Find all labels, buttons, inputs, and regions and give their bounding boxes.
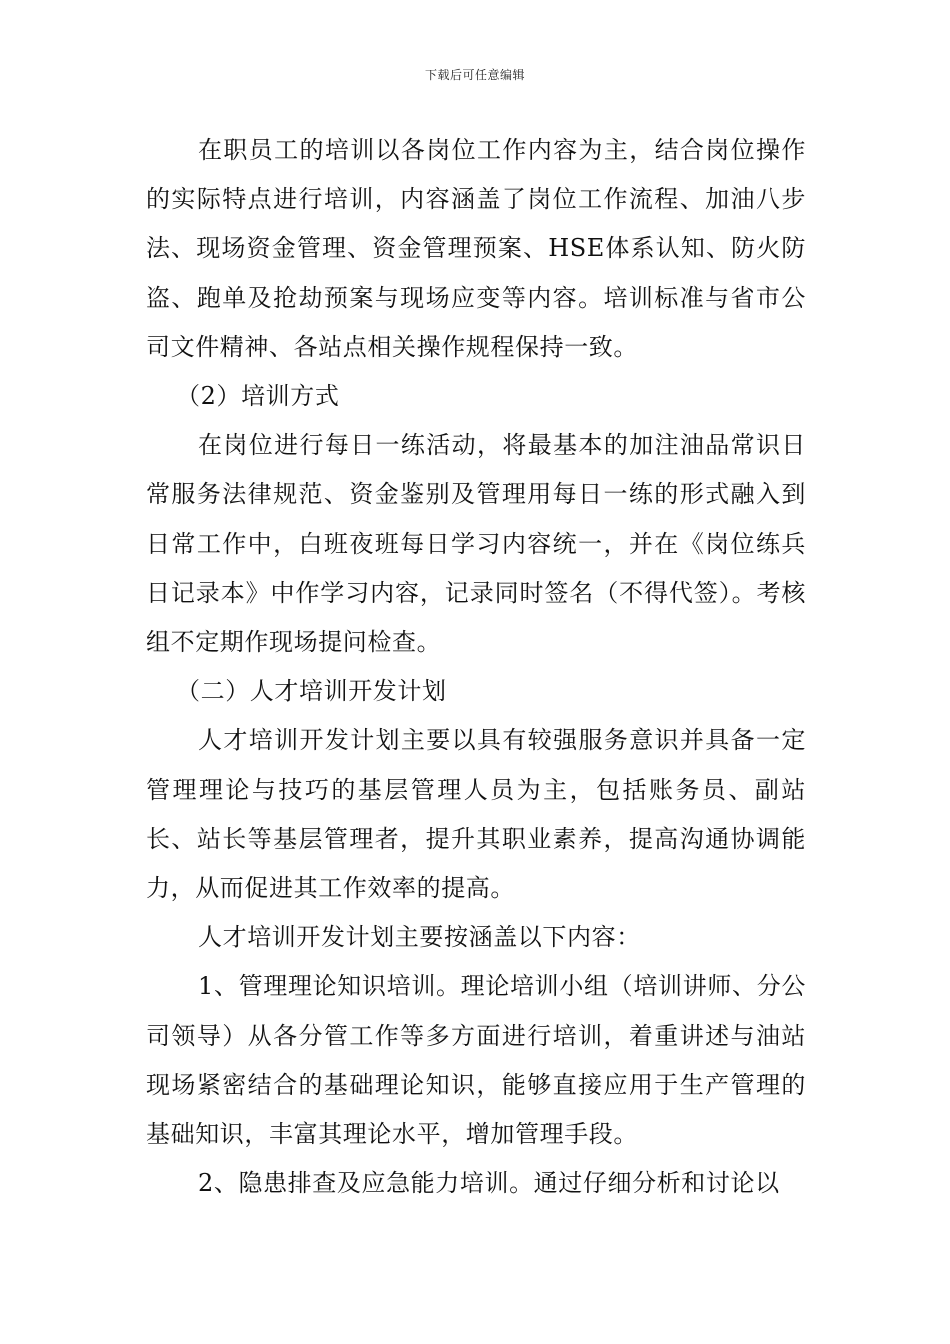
heading-talent-development-plan: （二）人才培训开发计划 (176, 677, 447, 706)
paragraph-training-method: 在岗位进行每日一练活动，将最基本的加注油品常识日常服务法律规范、资金鉴别及管理用每日一练的形式融入到日常工作中，白班夜班每日学习内容统一，并在《岗位练兵日记录本》中作学习内容，记录同时签名（不得代签）。考核组不定期作现场提问检查。 (146, 431, 806, 657)
paragraph-talent-plan-target: 人才培训开发计划主要以具有较强服务意识并具备一定管理理论与技巧的基层管理人员为主，包括账务员、副站长、站长等基层管理者，提升其职业素养，提高沟通协调能力，从而促进其工作效率的提高。 (146, 726, 806, 903)
paragraph-talent-plan-scope: 人才培训开发计划主要按涵盖以下内容： (198, 923, 641, 952)
paragraph-staff-training-content: 在职员工的培训以各岗位工作内容为主，结合岗位操作的实际特点进行培训，内容涵盖了岗位工作流程、加油八步法、现场资金管理、资金管理预案、HSE体系认知、防火防盗、跑单及抢劫预案与现场应变等内容。培训标准与省市公司文件精神、各站点相关操作规程保持一致。 (146, 136, 806, 361)
heading-training-method: （2）培训方式 (176, 382, 340, 411)
paragraph-hazard-emergency-training: 2、隐患排查及应急能力培训。通过仔细分析和讨论以 (198, 1169, 780, 1198)
paragraph-management-theory-training: 1、管理理论知识培训。理论培训小组（培训讲师、分公司领导）从各分管工作等多方面进行培训，着重讲述与油站现场紧密结合的基础理论知识，能够直接应用于生产管理的基础知识，丰富其理论水平，增加管理手段。 (146, 972, 806, 1149)
document-body (146, 126, 806, 1208)
header-note: 下载后可任意编辑 (424, 68, 525, 82)
